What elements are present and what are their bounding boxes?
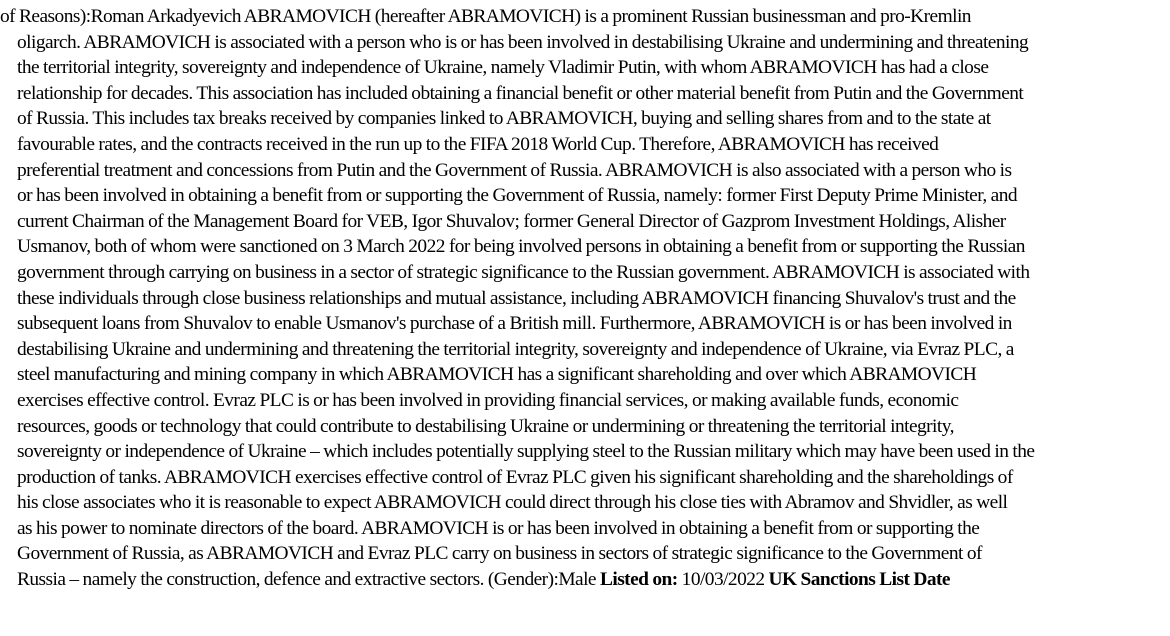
text-line: exercises effective control. Evraz PLC is or has been involved in providing financial services, or making available funds, economic [17, 389, 959, 411]
text-line: of Reasons):Roman Arkadyevich ABRAMOVICH (hereafter ABRAMOVICH) is a prominent Russian businessman and pro-Kremlin [0, 6, 971, 27]
text-line: Government of Russia, as ABRAMOVICH and Evraz PLC carry on business in sectors of strategic significance to the Government of [17, 543, 982, 565]
text-line: or has been involved in obtaining a benefit from or supporting the Government of Russia, namely: former First Deputy Prime Minister, and [17, 185, 1018, 207]
text-line: of Russia. This includes tax breaks received by companies linked to ABRAMOVICH, buying and selling shares from and to the state at [17, 108, 991, 130]
text-line: oligarch. ABRAMOVICH is associated with a person who is or has been involved in destabilising Ukraine and undermining and threatening [17, 31, 1029, 53]
text-line: favourable rates, and the contracts received in the run up to the FIFA 2018 World Cup. Therefore, ABRAMOVICH has received [17, 133, 939, 155]
text-line: preferential treatment and concessions from Putin and the Government of Russia. ABRAMOVICH is also associated with a person who is [17, 159, 1012, 181]
listed-on-label: Listed on: [599, 569, 678, 591]
text-line: sovereignty or independence of Ukraine – which includes potentially supplying steel to the Russian military which may have been used in the [17, 441, 1035, 463]
text-line: resources, goods or technology that could contribute to destabilising Ukraine or undermining or threatening the territorial integrity, [17, 415, 954, 437]
text-line: destabilising Ukraine and undermining and threatening the territorial integrity, sovereignty and independence of Ukraine, via Evraz PLC, a [17, 338, 1014, 360]
text-line: his close associates who it is reasonable to expect ABRAMOVICH could direct through his close ties with Abramov and Shvidler, as well [17, 492, 1008, 514]
last-text-line [17, 567, 1167, 593]
text-line: subsequent loans from Shuvalov to enable Usmanov's purchase of a British mill. Furthermore, ABRAMOVICH is or has been involved in [17, 313, 1012, 335]
text-line: Usmanov, both of whom were sanctioned on 3 March 2022 for being involved persons in obtaining a benefit from or supporting the Russian [17, 236, 1025, 258]
sanctions-entry-text [0, 4, 1167, 593]
gender-text: Russia – namely the construction, defence and extractive sectors. (Gender):Male [17, 569, 600, 591]
text-line: current Chairman of the Management Board for VEB, Igor Shuvalov; former General Director of Gazprom Investment Holdings, Alisher [17, 210, 1006, 232]
text-line: the territorial integrity, sovereignty and independence of Ukraine, namely Vladimir Putin, with whom ABRAMOVICH has had a close [17, 57, 989, 79]
text-line: relationship for decades. This association has included obtaining a financial benefit or other material benefit from Putin and the Government [17, 82, 1024, 104]
uk-sanctions-list-date-label: UK Sanctions List Date [768, 569, 950, 591]
text-line: steel manufacturing and mining company in which ABRAMOVICH has a significant shareholding and over which ABRAMOVICH [17, 364, 977, 386]
text-line: these individuals through close business relationships and mutual assistance, including ABRAMOVICH financing Shuvalov's trust and the [17, 287, 1016, 309]
text-line: production of tanks. ABRAMOVICH exercises effective control of Evraz PLC given his significant shareholding and the shareholdings of [17, 466, 1013, 488]
listed-on-date: 10/03/2022 [677, 569, 769, 591]
text-line: government through carrying on business in a sector of strategic significance to the Russian government. ABRAMOVICH is associated with [17, 261, 1030, 283]
text-line: as his power to nominate directors of the board. ABRAMOVICH is or has been involved in obtaining a benefit from or supporting the [17, 517, 980, 539]
